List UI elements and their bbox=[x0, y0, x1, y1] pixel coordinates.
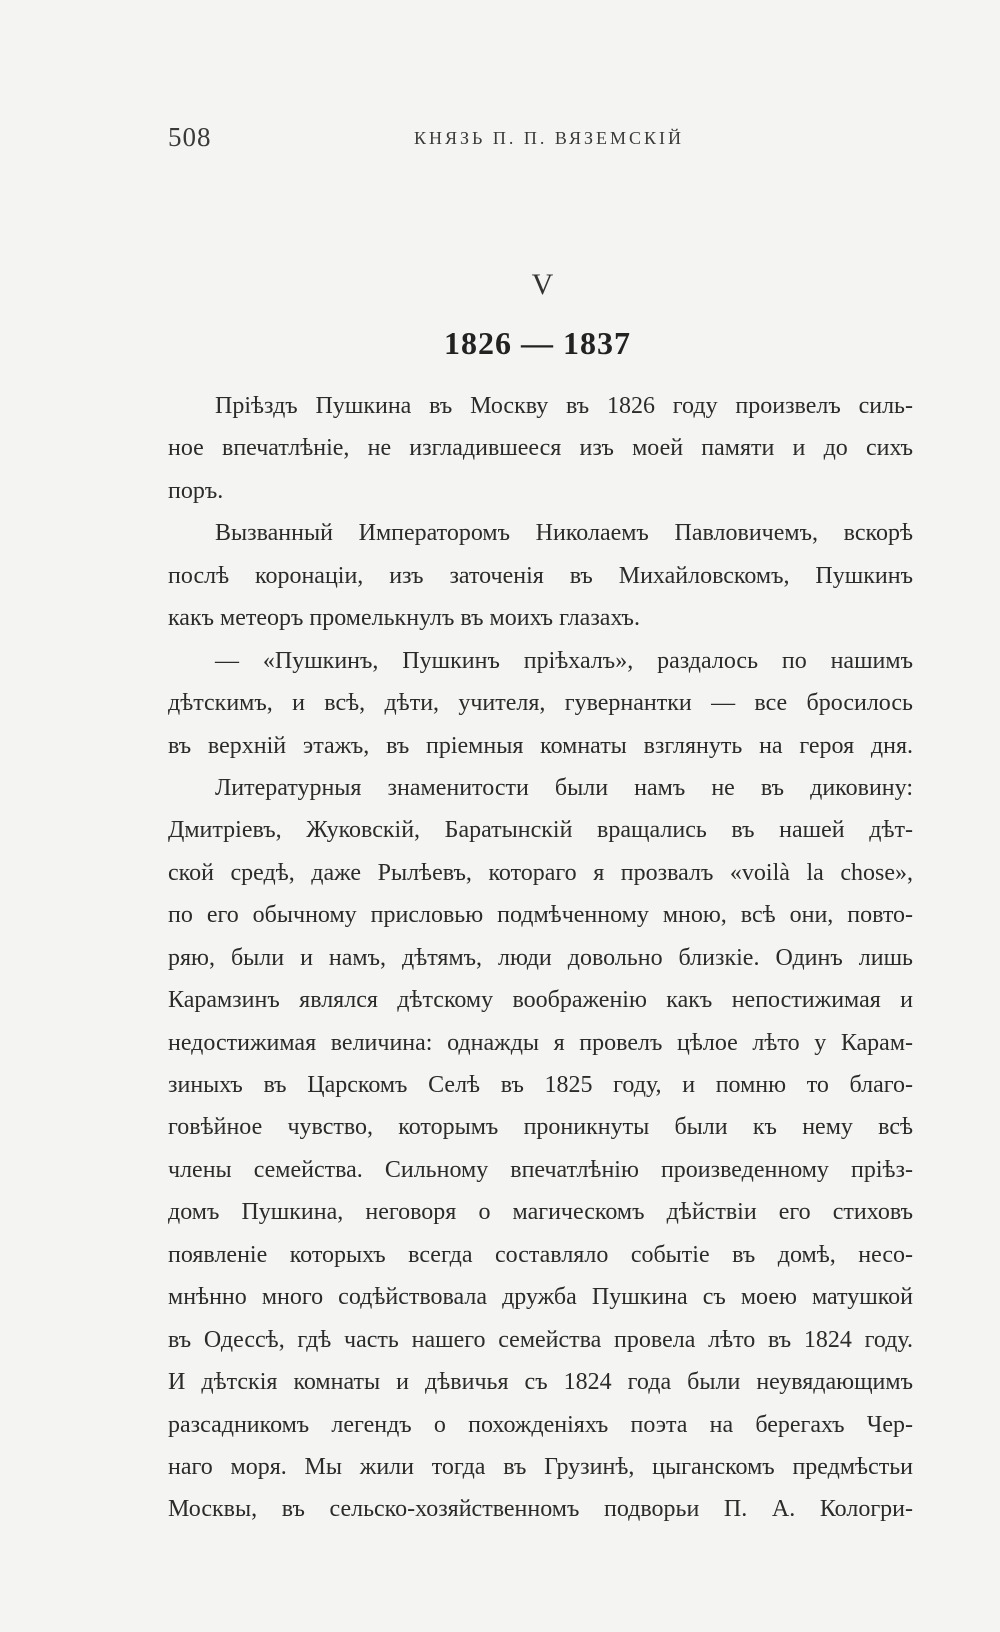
text-line: Литературныя знаменитости были намъ не въ диковину: bbox=[215, 774, 913, 801]
body-text bbox=[168, 385, 913, 1531]
text-line: дѣтскимъ, и всѣ, дѣти, учителя, гувернантки — все бросилось bbox=[168, 690, 913, 717]
running-title: КНЯЗЬ П. П. ВЯЗЕМСКІЙ bbox=[414, 128, 684, 148]
text-line: разсадникомъ легендъ о похожденіяхъ поэта на берегахъ Чер- bbox=[168, 1411, 913, 1438]
text-line: Карамзинъ являлся дѣтскому воображенію какъ непостижимая и bbox=[168, 987, 913, 1014]
text-line: послѣ коронаціи, изъ заточенія въ Михайловскомъ, Пушкинъ bbox=[168, 562, 913, 589]
text-line: появленіе которыхъ всегда составляло событіе въ домѣ, несо- bbox=[168, 1241, 913, 1268]
chapter-title: 1826 — 1837 bbox=[444, 325, 631, 361]
running-head bbox=[168, 122, 913, 162]
text-line: по его обычному присловью подмѣченному мною, всѣ они, повто- bbox=[168, 902, 913, 929]
text-line: ное впечатлѣніе, не изгладившееся изъ моей памяти и до сихъ bbox=[168, 435, 913, 462]
text-line: И дѣтскія комнаты и дѣвичья съ 1824 года были неувядающимъ bbox=[168, 1369, 913, 1396]
text-line: Дмитріевъ, Жуковскій, Баратынскій вращались въ нашей дѣт- bbox=[168, 817, 913, 844]
page-number: 508 bbox=[168, 122, 212, 152]
text-line: Вызванный Императоромъ Николаемъ Павловичемъ, вскорѣ bbox=[215, 520, 913, 547]
text-line: ской средѣ, даже Рылѣевъ, котораго я прозвалъ «voilà la chose», bbox=[168, 859, 913, 886]
text-line: Пріѣздъ Пушкина въ Москву въ 1826 году произвелъ силь- bbox=[215, 393, 913, 419]
text-line: наго моря. Мы жили тогда въ Грузинѣ, цыганскомъ предмѣстьи bbox=[168, 1453, 913, 1480]
text-line: недостижимая величина: однажды я провелъ цѣлое лѣто у Карам- bbox=[168, 1029, 913, 1056]
text-line: ряю, были и намъ, дѣтямъ, люди довольно близкіе. Одинъ лишь bbox=[168, 944, 913, 971]
text-line: въ Одессѣ, гдѣ часть нашего семейства провела лѣто въ 1824 году. bbox=[168, 1326, 913, 1353]
text-line: какъ метеоръ промелькнулъ въ моихъ глазахъ. bbox=[168, 605, 640, 632]
text-line: говѣйное чувство, которымъ проникнуты были къ нему всѣ bbox=[168, 1114, 913, 1141]
text-line: — «Пушкинъ, Пушкинъ пріѣхалъ», раздалось по нашимъ bbox=[215, 647, 913, 674]
text-line: зиныхъ въ Царскомъ Селѣ въ 1825 году, и помню то благо- bbox=[168, 1072, 913, 1098]
text-line: Москвы, въ сельско-хозяйственномъ подворьи П. А. Кологри- bbox=[168, 1496, 913, 1523]
chapter-number: V bbox=[531, 268, 554, 301]
text-line: въ верхній этажъ, въ пріемныя комнаты взглянуть на героя дня. bbox=[168, 732, 913, 759]
text-line: поръ. bbox=[168, 477, 224, 504]
text-line: домъ Пушкина, неговоря о магическомъ дѣйствіи его стиховъ bbox=[168, 1199, 913, 1226]
text-line: мнѣнно много содѣйствовала дружба Пушкина съ моею матушкой bbox=[168, 1284, 913, 1311]
text-line: члены семейства. Сильному впечатлѣнію произведенному пріѣз- bbox=[168, 1156, 913, 1183]
